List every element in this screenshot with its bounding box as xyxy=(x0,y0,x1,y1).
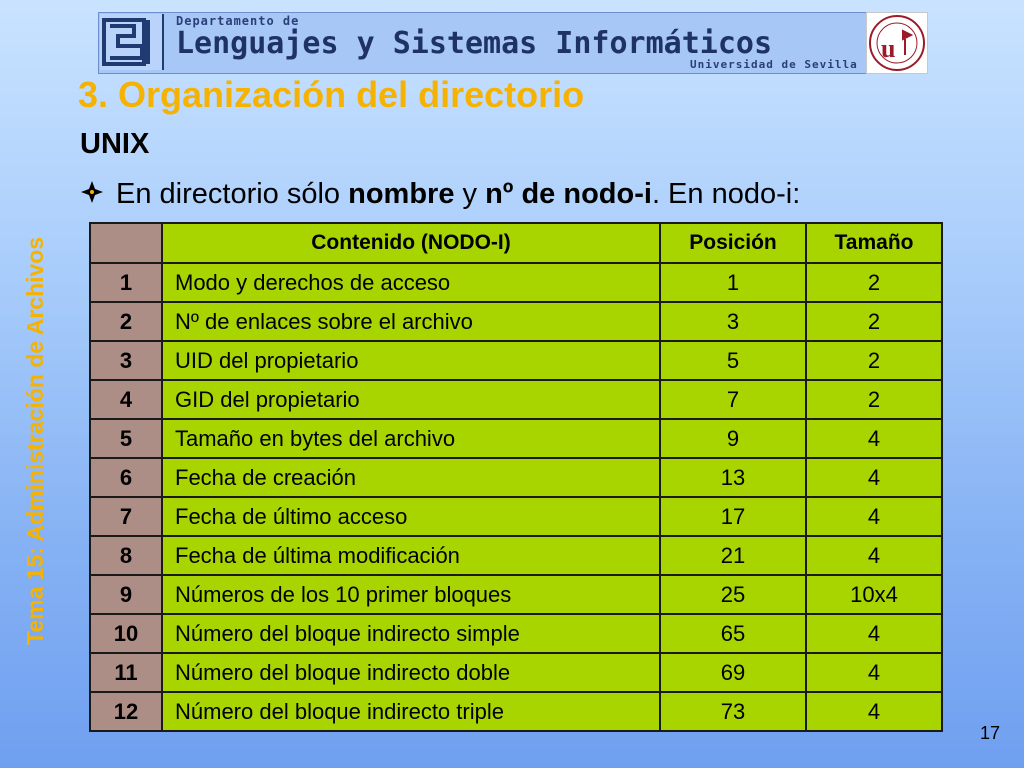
row-position: 21 xyxy=(660,536,806,575)
table-header-content: Contenido (NODO-I) xyxy=(162,223,660,263)
row-position: 3 xyxy=(660,302,806,341)
row-content: Número del bloque indirecto triple xyxy=(162,692,660,731)
table-row xyxy=(90,497,942,536)
row-content: Fecha de creación xyxy=(162,458,660,497)
bullet-text-1: En directorio sólo xyxy=(116,178,349,210)
row-size: 2 xyxy=(806,380,942,419)
row-position: 7 xyxy=(660,380,806,419)
row-content: Fecha de última modificación xyxy=(162,536,660,575)
row-position: 1 xyxy=(660,263,806,302)
row-position: 65 xyxy=(660,614,806,653)
row-position: 69 xyxy=(660,653,806,692)
row-size: 10x4 xyxy=(806,575,942,614)
department-logo-icon xyxy=(100,14,164,70)
row-position: 5 xyxy=(660,341,806,380)
department-name: Lenguajes y Sistemas Informáticos xyxy=(176,26,773,61)
row-size: 4 xyxy=(806,692,942,731)
row-index: 1 xyxy=(90,263,162,302)
row-index: 10 xyxy=(90,614,162,653)
row-index: 11 xyxy=(90,653,162,692)
table-row xyxy=(90,458,942,497)
row-size: 2 xyxy=(806,302,942,341)
department-label: Departamento de xyxy=(176,14,300,28)
row-content: GID del propietario xyxy=(162,380,660,419)
row-size: 4 xyxy=(806,653,942,692)
row-size: 4 xyxy=(806,458,942,497)
row-content: UID del propietario xyxy=(162,341,660,380)
table-header-position: Posición xyxy=(660,223,806,263)
row-position: 73 xyxy=(660,692,806,731)
table-header-size: Tamaño xyxy=(806,223,942,263)
table-row xyxy=(90,575,942,614)
row-content: Número del bloque indirecto doble xyxy=(162,653,660,692)
inode-table xyxy=(89,222,943,732)
row-position: 13 xyxy=(660,458,806,497)
slide-title: 3. Organización del directorio xyxy=(78,74,585,115)
row-index: 7 xyxy=(90,497,162,536)
table-header-row xyxy=(90,223,942,263)
table-row xyxy=(90,380,942,419)
row-content: Número del bloque indirecto simple xyxy=(162,614,660,653)
row-size: 2 xyxy=(806,263,942,302)
row-index: 4 xyxy=(90,380,162,419)
table-row xyxy=(90,302,942,341)
row-position: 17 xyxy=(660,497,806,536)
side-topic-title: Tema 15: Administración de Archivos xyxy=(22,236,48,645)
bullet-bold-2: nº de nodo-i xyxy=(485,178,652,210)
university-seal-icon xyxy=(866,12,928,74)
university-name: Universidad de Sevilla xyxy=(690,58,858,71)
row-index: 12 xyxy=(90,692,162,731)
row-index: 6 xyxy=(90,458,162,497)
row-content: Fecha de último acceso xyxy=(162,497,660,536)
table-row xyxy=(90,536,942,575)
row-index: 3 xyxy=(90,341,162,380)
row-size: 4 xyxy=(806,536,942,575)
bullet-text-3: . En nodo-i: xyxy=(651,178,801,210)
table-row xyxy=(90,653,942,692)
table-row xyxy=(90,692,942,731)
row-index: 9 xyxy=(90,575,162,614)
row-size: 4 xyxy=(806,497,942,536)
table-row xyxy=(90,614,942,653)
row-content: Modo y derechos de acceso xyxy=(162,263,660,302)
row-content: Números de los 10 primer bloques xyxy=(162,575,660,614)
row-content: Nº de enlaces sobre el archivo xyxy=(162,302,660,341)
row-position: 9 xyxy=(660,419,806,458)
row-content: Tamaño en bytes del archivo xyxy=(162,419,660,458)
bullet-point xyxy=(80,178,800,211)
row-index: 2 xyxy=(90,302,162,341)
row-size: 2 xyxy=(806,341,942,380)
diamond-bullet-icon xyxy=(80,180,116,210)
table-row xyxy=(90,419,942,458)
row-index: 8 xyxy=(90,536,162,575)
page-number: 17 xyxy=(980,723,1001,743)
table-row xyxy=(90,341,942,380)
table-header-index xyxy=(90,223,162,263)
row-position: 25 xyxy=(660,575,806,614)
table-row xyxy=(90,263,942,302)
slide-subtitle: UNIX xyxy=(80,128,150,160)
bullet-bold-1: nombre xyxy=(348,178,455,210)
row-size: 4 xyxy=(806,614,942,653)
svg-text:u: u xyxy=(881,34,896,63)
row-size: 4 xyxy=(806,419,942,458)
bullet-text-2: y xyxy=(454,178,486,210)
row-index: 5 xyxy=(90,419,162,458)
